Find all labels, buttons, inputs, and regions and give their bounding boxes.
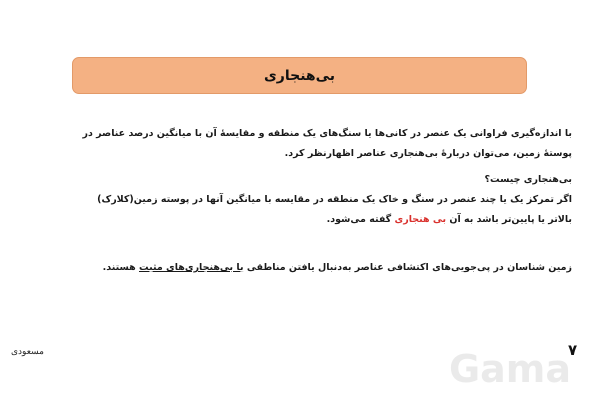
title-bar	[72, 57, 527, 94]
slide-title: بی‌هنجاری	[263, 67, 336, 84]
question-heading: بی‌هنجاری چیست؟	[484, 174, 572, 185]
page-number: ۷	[568, 341, 578, 359]
definition-text-end: گفته می‌شود.	[326, 214, 392, 225]
author-signature: مسعودی	[11, 347, 44, 357]
paragraph-exploration	[72, 258, 572, 278]
exploration-underlined: با بی‌هنجاری‌های مثبت	[139, 262, 244, 273]
exploration-text-end: هستند.	[102, 262, 136, 273]
paragraph-intro: با اندازه‌گیری فراوانی یک عنصر در کانی‌ها یا سنگ‌های یک منطقه و مقایسهٔ آن با میانگین درصد عناصر در پوستهٔ زمین، می‌توان دربارهٔ بی‌هنجاری عناصر اظهارنظر کرد.	[82, 128, 572, 159]
definition-text-start: اگر تمرکز یک یا چند عنصر در سنگ و خاک یک منطقه در مقایسه با میانگین آنها در پوسته زمین(کلارک) بالاتر یا پایین‌تر باشد به آن	[97, 194, 572, 225]
definition-highlight: بی هنجاری	[394, 214, 447, 225]
watermark-text: Gama	[448, 347, 572, 390]
slide-content	[72, 124, 572, 278]
exploration-text-start: زمین شناسان در پی‌جویی‌های اکتشافی عناصر به‌دنبال یافتن مناطقی	[246, 262, 572, 273]
watermark-logo	[440, 346, 580, 390]
paragraph-definition	[72, 190, 572, 230]
